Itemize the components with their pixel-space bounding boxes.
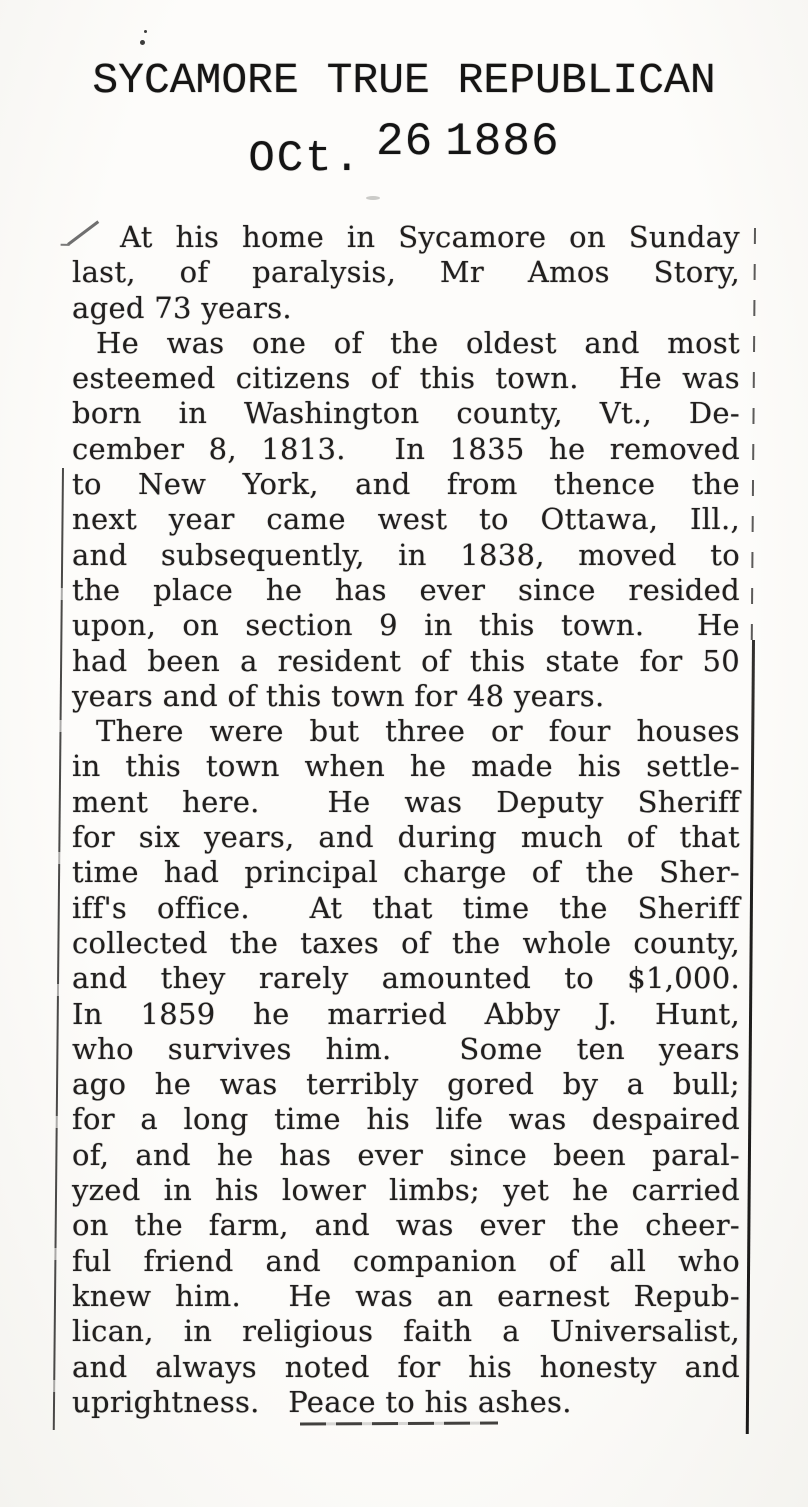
article-line: ment here. He was Deputy Sheriff: [72, 784, 740, 819]
article-line: who survives him. Some ten years: [72, 1031, 740, 1066]
article-line: He was one of the oldest and most: [96, 325, 740, 360]
article-line: At his home in Sycamore on Sunday: [120, 220, 740, 254]
article-line: yzed in his lower limbs; yet he carried: [72, 1173, 740, 1208]
article-line: to New York, and from thence the: [72, 467, 740, 502]
article-line: the place he has ever since resided: [72, 572, 740, 607]
article-line: esteemed citizens of this town. He was: [72, 361, 740, 396]
scan-smudge: [366, 196, 380, 200]
article-line: of, and he has ever since been paral-: [72, 1137, 740, 1172]
end-of-article-divider: [300, 1421, 498, 1425]
article-line: There were but three or four houses: [96, 714, 740, 749]
article-line: years and of this town for 48 years.: [72, 678, 605, 713]
paragraph: [72, 220, 740, 326]
article-line: upon, on section 9 in this town. He: [72, 608, 740, 643]
paragraph: [72, 714, 740, 1420]
newspaper-masthead: SYCAMORE TRUE REPUBLICAN: [92, 56, 716, 105]
article-line: and subsequently, in 1838, moved to: [72, 537, 740, 572]
article-line: in this town when he made his settle-: [72, 749, 740, 784]
date-year: 1886: [445, 116, 560, 168]
article-line: on the farm, and was ever the cheer-: [72, 1208, 740, 1243]
column-rule-right-upper: [751, 228, 756, 642]
article-line: lican, in religious faith a Universalist,: [72, 1314, 740, 1349]
dateline-stamp: [0, 116, 808, 184]
article-line: In 1859 he married Abby J. Hunt,: [72, 996, 740, 1031]
column-rule-left: [53, 468, 64, 1430]
obituary-article: [72, 220, 740, 1420]
article-line: aged 73 years.: [72, 290, 292, 325]
article-line: iff's office. At that time the Sheriff: [72, 890, 740, 925]
date-month: OCt.: [248, 134, 362, 184]
article-line: cember 8, 1813. In 1835 he removed: [72, 431, 740, 466]
article-line: collected the taxes of the whole county,: [72, 925, 740, 960]
article-line: time had principal charge of the Sher-: [72, 855, 740, 890]
article-line: ago he was terribly gored by a bull;: [72, 1067, 740, 1102]
paragraph: [72, 326, 740, 714]
article-line: last, of paralysis, Mr Amos Story,: [72, 255, 740, 290]
article-line: ful friend and companion of all who: [72, 1243, 740, 1278]
date-day: 26: [375, 116, 434, 168]
article-line: had been a resident of this state for 50: [72, 643, 740, 678]
article-line: for six years, and during much of that: [72, 820, 740, 855]
column-rule-right-lower: [746, 640, 755, 1434]
article-line: knew him. He was an earnest Repub-: [72, 1278, 740, 1313]
ink-speck: [140, 40, 145, 45]
article-line: for a long time his life was despaired: [72, 1102, 740, 1137]
article-line: and always noted for his honesty and: [72, 1349, 740, 1384]
article-line: next year came west to Ottawa, Ill.,: [72, 502, 740, 537]
article-line: uprightness. Peace to his ashes.: [72, 1384, 572, 1419]
article-line: and they rarely amounted to $1,000.: [72, 961, 740, 996]
article-line: born in Washington county, Vt., De-: [72, 396, 740, 431]
